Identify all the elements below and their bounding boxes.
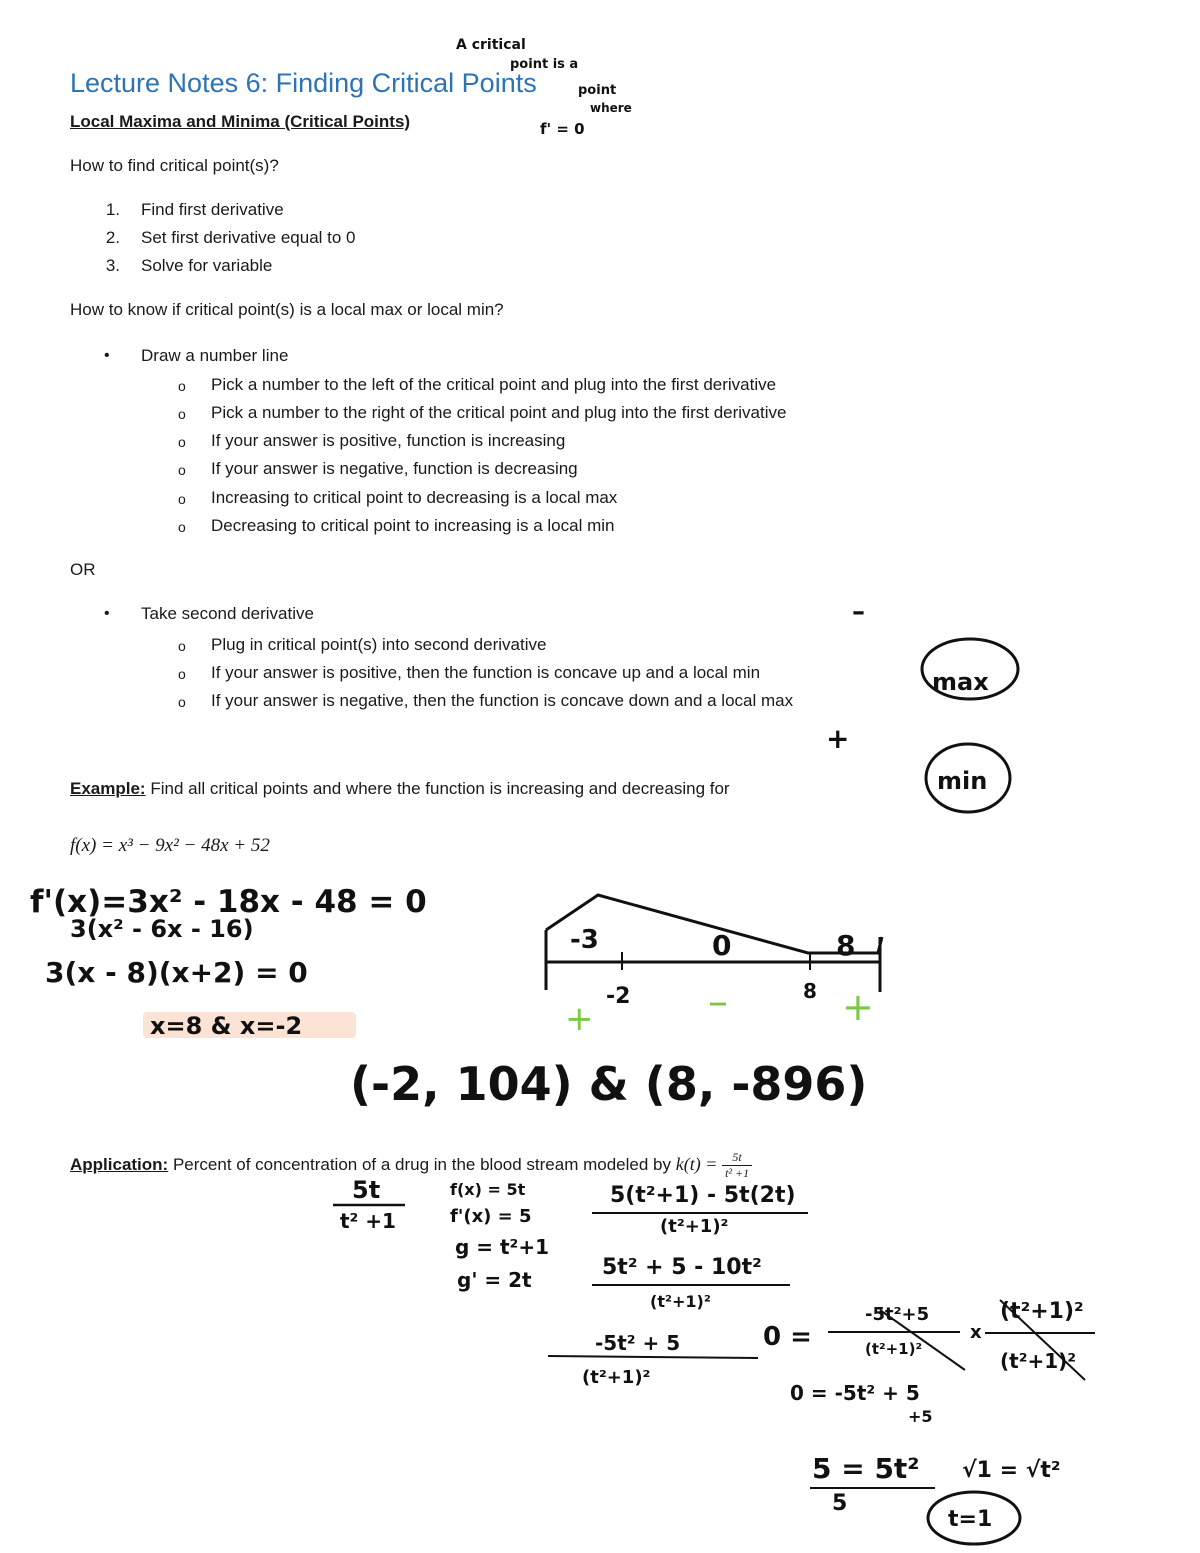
- application-lhs: k(t) =: [675, 1153, 718, 1174]
- test-value: 0: [712, 929, 732, 962]
- test-value: 8: [836, 929, 856, 962]
- expanded-numerator: 5t² + 5 - 10t²: [602, 1255, 762, 1280]
- zero-numerator: -5t²+5: [865, 1304, 930, 1325]
- fraction-bar: [548, 1356, 758, 1358]
- step-text: Find first derivative: [141, 200, 284, 219]
- number-line-step: If your answer is negative, function is decreasing: [211, 459, 578, 478]
- sub-bullet-marker: o: [178, 666, 186, 682]
- solve-equation: 5 = 5t²: [812, 1452, 920, 1485]
- step-text: Solve for variable: [141, 256, 273, 275]
- tick-label: 8: [803, 979, 817, 1003]
- step-number: 3.: [105, 256, 120, 275]
- quotient-part: g = t²+1: [455, 1235, 549, 1259]
- application-denominator: t² +1: [725, 1166, 750, 1180]
- note-line: A critical: [456, 37, 526, 53]
- equation-add: +5: [908, 1407, 933, 1426]
- critical-points: (-2, 104) & (8, -896): [350, 1057, 868, 1111]
- solve-denominator: 5: [832, 1491, 848, 1516]
- factored-step: 3(x² - 6x - 16): [70, 915, 254, 943]
- bullet-second-derivative: Take second derivative: [141, 604, 314, 623]
- or-label: OR: [70, 560, 96, 579]
- derivative-equation: f'(x)=3x² - 18x - 48 = 0: [30, 884, 427, 920]
- sub-bullet-marker: o: [178, 434, 186, 450]
- min-note: min: [937, 767, 988, 795]
- test-value: -3: [570, 925, 599, 955]
- note-line: where: [590, 101, 632, 115]
- multiplier-numerator: (t²+1)²: [1000, 1299, 1084, 1324]
- simplified-denominator: (t²+1)²: [582, 1367, 651, 1388]
- quotient-denominator: (t²+1)²: [660, 1216, 729, 1237]
- number-line-diagram: [546, 895, 882, 1039]
- application-numerator: 5t: [722, 1150, 752, 1166]
- max-note: max: [932, 668, 989, 696]
- sign-positive: +: [565, 999, 594, 1039]
- quotient-part: f'(x) = 5: [450, 1206, 532, 1227]
- number-line-step: Increasing to critical point to decreasing is a local max: [211, 488, 618, 507]
- zero-denominator: (t²+1)²: [865, 1340, 923, 1358]
- sub-bullet-marker: o: [178, 491, 186, 507]
- sign-positive: +: [842, 985, 874, 1029]
- note-line: point: [578, 83, 617, 98]
- expanded-denominator: (t²+1)²: [650, 1292, 711, 1311]
- page-title: Lecture Notes 6: Finding Critical Points: [70, 68, 537, 98]
- bullet-marker: •: [104, 605, 110, 622]
- second-derivative-step: Plug in critical point(s) into second derivative: [211, 635, 547, 654]
- tick-label: -2: [606, 984, 631, 1009]
- hw-fraction-num: 5t: [352, 1176, 381, 1204]
- number-line-step: Decreasing to critical point to increasing is a local min: [211, 516, 615, 535]
- sub-bullet-marker: o: [178, 378, 186, 394]
- sub-bullet-marker: o: [178, 462, 186, 478]
- number-line-step: If your answer is positive, function is increasing: [211, 431, 566, 450]
- bullet-marker: •: [104, 347, 110, 364]
- sub-bullet-marker: o: [178, 638, 186, 654]
- bullet-number-line: Draw a number line: [141, 346, 289, 365]
- plus-sign: +: [826, 722, 850, 755]
- square-root-step: √1 = √t²: [962, 1458, 1061, 1483]
- sub-bullet-marker: o: [178, 519, 186, 535]
- number-line-step: Pick a number to the right of the critical point and plug into the first derivative: [211, 403, 787, 422]
- hw-fraction-den: t² +1: [340, 1209, 396, 1233]
- times-sign: x: [970, 1322, 982, 1343]
- question-max-or-min: How to know if critical point(s) is a local max or local min?: [70, 300, 504, 319]
- sign-negative: –: [708, 979, 728, 1025]
- note-line: f' = 0: [540, 120, 585, 138]
- minus-sign: –: [852, 597, 865, 627]
- example-label: Example:: [70, 779, 146, 798]
- application-label: Application:: [70, 1154, 169, 1174]
- step-text: Set first derivative equal to 0: [141, 228, 356, 247]
- step-number: 2.: [105, 228, 120, 247]
- quotient-numerator: 5(t²+1) - 5t(2t): [610, 1183, 796, 1208]
- example-text: Find all critical points and where the function is increasing and decreasing for: [150, 779, 730, 798]
- note-line: point is a: [510, 57, 579, 72]
- section-heading: Local Maxima and Minima (Critical Points): [70, 112, 411, 131]
- multiplier-denominator: (t²+1)²: [1000, 1349, 1077, 1373]
- second-derivative-step: If your answer is positive, then the function is concave up and a local min: [211, 663, 761, 682]
- number-line-step: Pick a number to the left of the critical point and plug into the first derivative: [211, 375, 777, 394]
- final-answer: t=1: [948, 1507, 993, 1532]
- zero-equals: 0 =: [763, 1322, 812, 1352]
- sub-bullet-marker: o: [178, 694, 186, 710]
- example-function: f(x) = x³ − 9x² − 48x + 52: [70, 835, 270, 856]
- quotient-part: g' = 2t: [457, 1268, 532, 1292]
- sub-bullet-marker: o: [178, 406, 186, 422]
- quotient-part: f(x) = 5t: [450, 1180, 526, 1199]
- critical-x-values: x=8 & x=-2: [150, 1012, 303, 1040]
- question-find-critical-points: How to find critical point(s)?: [70, 156, 279, 175]
- step-number: 1.: [105, 200, 120, 219]
- second-derivative-step: If your answer is negative, then the function is concave down and a local max: [211, 691, 794, 710]
- factored-step: 3(x - 8)(x+2) = 0: [45, 956, 308, 989]
- simplified-numerator: -5t² + 5: [595, 1331, 681, 1355]
- equation-line: 0 = -5t² + 5: [790, 1381, 920, 1405]
- application-text: Percent of concentration of a drug in the blood stream modeled by: [172, 1154, 671, 1174]
